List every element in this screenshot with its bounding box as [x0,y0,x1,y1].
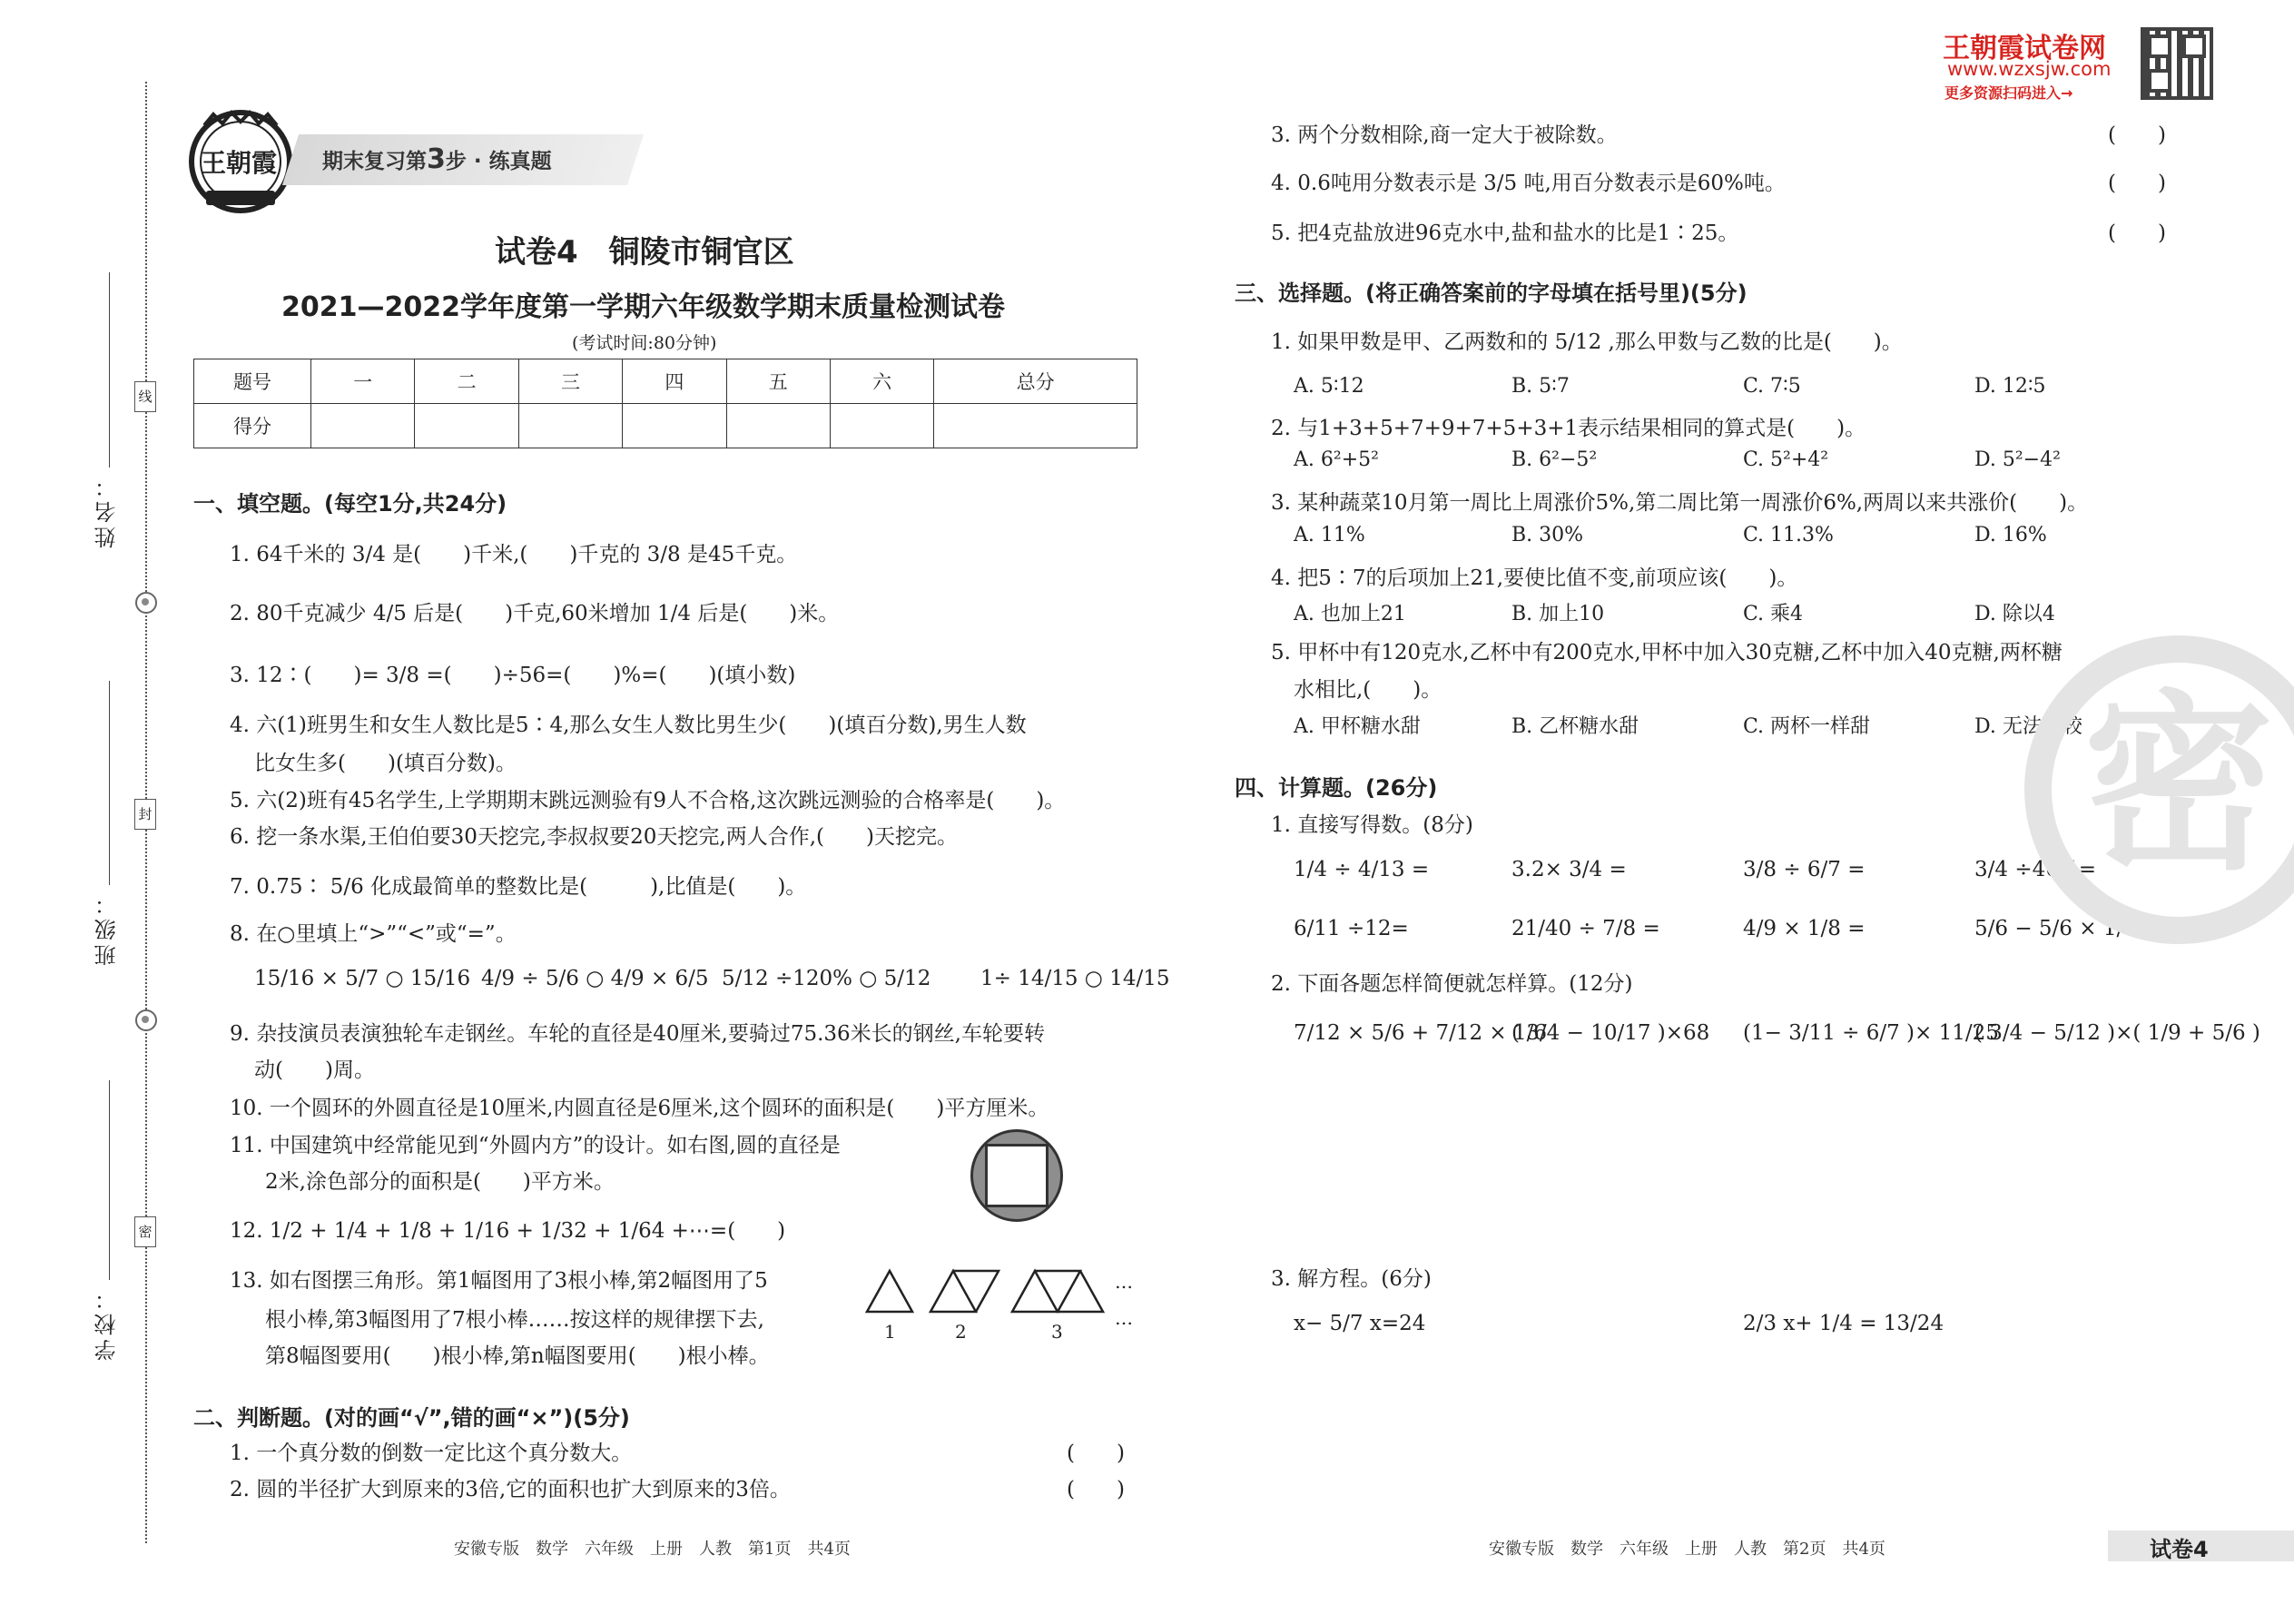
score-header: 六 [830,359,933,404]
s4-calc-item: 6/11 ÷12= [1294,917,1409,940]
s1-q8: 8. 在○里填上“>”“<”或“=”。 [230,922,517,946]
s2-item: 3. 两个分数相除,商一定大于被除数。 [1271,123,1618,147]
s3-q5-opt-a[interactable]: A. 甲杯糖水甜 [1294,715,1421,738]
s2-item: 1. 一个真分数的倒数一定比这个真分数大。 [230,1442,633,1465]
s3-q5b: 水相比,( )。 [1294,678,1442,702]
footer-tag: 试卷4 [2150,1537,2209,1562]
s2-item: 2. 圆的半径扩大到原来的3倍,它的面积也扩大到原来的3倍。 [230,1478,791,1501]
site-hint: 更多资源扫码进入→ [1944,84,2073,102]
s1-q1: 1. 64千米的 3/4 是( )千米,( )千克的 3/8 是45千克。 [230,543,798,566]
s1-q13b: 根小棒,第3幅图用了7根小棒……按这样的规律摆下去, [265,1308,764,1332]
score-cell[interactable] [830,404,933,448]
exam-subtitle: 2021—2022学年度第一学期六年级数学期末质量检测试卷 [281,291,1005,323]
mi-watermark: 密 [2024,635,2294,944]
score-cell[interactable] [415,404,518,448]
score-cell[interactable] [518,404,622,448]
s4-simplify-item: (1− 3/11 ÷ 6/7 )× 11/25 [1743,1021,1999,1045]
section1-heading: 一、填空题。(每空1分,共24分) [193,491,507,517]
s3-q2-opt-a[interactable]: A. 6²+5² [1294,448,1379,471]
s1-q8-item: 1÷ 14/15 ○ 14/15 [980,967,1170,990]
s4-part3: 3. 解方程。(6分) [1271,1267,1432,1291]
score-cell[interactable] [934,404,1137,448]
s4-calc-item: 3.2× 3/4 = [1511,858,1627,881]
s3-q1: 1. 如果甲数是甲、乙两数和的 5/12 ,那么甲数与乙数的比是( )。 [1271,330,1903,354]
outer-circle-inner-square-figure [970,1129,1063,1222]
brand-logo [186,107,295,216]
s3-q2-opt-c[interactable]: C. 5²+4² [1743,448,1829,471]
s1-q8-item: 4/9 ÷ 5/6 ○ 4/9 × 6/5 [481,967,709,990]
triangle-sticks-figure [862,1266,1153,1348]
s3-q4-opt-b[interactable]: B. 加上10 [1511,603,1605,625]
s1-q9a: 9. 杂技演员表演独轮车走钢丝。车轮的直径是40厘米,要骑过75.36米长的钢丝,车轮要转 [230,1022,1045,1046]
s1-q11a: 11. 中国建筑中经常能见到“外圆内方”的设计。如右图,圆的直径是 [230,1134,841,1157]
score-header: 一 [311,359,415,404]
class-write-line[interactable] [109,681,110,885]
s4-calc-item: 1/4 ÷ 4/13 = [1294,858,1430,881]
s2-answer-paren[interactable]: ( ) [1067,1442,1125,1465]
s3-q5-opt-b[interactable]: B. 乙杯糖水甜 [1511,715,1639,738]
header-banner-text: 期末复习第3步 · 练真题 [322,143,552,175]
s3-q5-opt-d[interactable]: D. 无法比较 [1974,715,2082,738]
exam-time: (考试时间:80分钟) [572,333,717,353]
s4-simplify-item: ( 3/4 − 5/12 )×( 1/9 + 5/6 ) [1974,1021,2260,1045]
s3-q4-opt-a[interactable]: A. 也加上21 [1294,603,1406,625]
s1-q13a: 13. 如右图摆三角形。第1幅图用了3根小棒,第2幅图用了5 [230,1269,768,1293]
s3-q4-opt-c[interactable]: C. 乘4 [1743,603,1804,625]
s4-calc-item: 21/40 ÷ 7/8 = [1511,917,1660,940]
score-table-row [194,404,1137,448]
s1-q6: 6. 挖一条水渠,王伯伯要30天挖完,李叔叔要20天挖完,两人合作,( )天挖完。 [230,825,958,849]
s1-q8-item: 15/16 × 5/7 ○ 15/16 [254,967,471,990]
score-table [193,359,1137,448]
footer-left: 安徽专版 数学 六年级 上册 人教 第1页 共4页 [454,1540,851,1559]
school-write-line[interactable] [109,1080,110,1280]
binding-box-mi: 密 [134,1216,156,1247]
class-label: 班级： [94,890,120,966]
s3-q3-opt-b[interactable]: B. 30% [1511,524,1584,546]
s3-q3: 3. 某种蔬菜10月第一周比上周涨价5%,第二周比第一周涨价6%,两周以来共涨价( )。 [1271,491,2089,515]
s1-q5: 5. 六(2)班有45名学生,上学期期末跳远测验有9人不合格,这次跳远测验的合格率是( )。 [230,789,1066,812]
score-header: 四 [623,359,726,404]
s3-q3-opt-d[interactable]: D. 16% [1974,524,2047,546]
binding-box-feng: 封 [134,799,156,830]
binding-hole [135,592,157,614]
s4-calc-item: 3/8 ÷ 6/7 = [1743,858,1866,881]
s1-q7: 7. 0.75∶ 5/6 化成最简单的整数比是( ),比值是( )。 [230,875,807,899]
s1-q10: 10. 一个圆环的外圆直径是10厘米,内圆直径是6厘米,这个圆环的面积是( )平方厘米。 [230,1097,1049,1120]
s1-q2: 2. 80千克减少 4/5 后是( )千克,60米增加 1/4 后是( )米。 [230,602,840,625]
s3-q1-opt-b[interactable]: B. 5∶7 [1511,375,1570,398]
s4-simplify-item: ( 3/4 − 10/17 )×68 [1511,1021,1710,1045]
s1-q13c: 第8幅图要用( )根小棒,第n幅图要用( )根小棒。 [265,1344,770,1368]
s2-answer-paren[interactable]: ( ) [2108,221,2166,245]
score-table-header-row [194,359,1137,404]
s1-q8-item: 5/12 ÷120% ○ 5/12 [722,967,931,990]
qr-code-icon[interactable] [2141,27,2213,100]
s1-q9b: 动( )周。 [254,1058,375,1082]
s3-q2-opt-b[interactable]: B. 6²−5² [1511,448,1598,471]
s3-q2-opt-d[interactable]: D. 5²−4² [1974,448,2061,471]
name-label: 姓名： [94,472,120,548]
s3-q1-opt-d[interactable]: D. 12∶5 [1974,375,2046,398]
s2-answer-paren[interactable]: ( ) [2108,172,2166,195]
school-label: 学校： [94,1284,120,1361]
fig-label-1: 1 [884,1321,896,1343]
inner-square [985,1144,1049,1207]
score-header: 三 [518,359,622,404]
fig-ellipsis: … [1115,1307,1133,1329]
score-row-label: 得分 [194,404,311,448]
binding-hole [135,1009,157,1031]
score-cell[interactable] [623,404,726,448]
site-name: 王朝霞试卷网 [1943,33,2106,64]
fig-ellipsis: … [1115,1271,1133,1293]
s3-q2: 2. 与1+3+5+7+9+7+5+3+1表示结果相同的算式是( )。 [1271,417,1866,440]
logo-text: 王朝霞 [201,148,278,178]
footer-right: 安徽专版 数学 六年级 上册 人教 第2页 共4页 [1489,1540,1885,1559]
score-header: 题号 [194,359,311,404]
name-write-line[interactable] [109,272,110,468]
score-cell[interactable] [311,404,415,448]
s2-item: 5. 把4克盐放进96克水中,盐和盐水的比是1∶25。 [1271,221,1739,245]
s4-equation-item: 2/3 x+ 1/4 = 13/24 [1743,1312,1944,1335]
fig-label-3: 3 [1051,1321,1063,1343]
s1-q12: 12. 1/2 + 1/4 + 1/8 + 1/16 + 1/32 + 1/64 +⋯=( ) [230,1219,786,1243]
section4-heading: 四、计算题。(26分) [1235,775,1438,801]
s4-calc-item: 5/6 − 5/6 × 1/7 = [1974,917,2161,940]
score-header: 总分 [934,359,1137,404]
s3-q5a: 5. 甲杯中有120克水,乙杯中有200克水,甲杯中加入30克糖,乙杯中加入40克糖,两杯糖 [1271,641,2063,664]
s1-q4a: 4. 六(1)班男生和女生人数比是5∶4,那么女生人数比男生少( )(填百分数),男生人数 [230,714,1027,737]
s2-item: 4. 0.6吨用分数表示是 3/5 吨,用百分数表示是60%吨。 [1271,172,1786,195]
section2-heading: 二、判断题。(对的画“√”,错的画“×”)(5分) [193,1405,630,1431]
s4-part1: 1. 直接写得数。(8分) [1271,813,1473,837]
site-url: www.wzxsjw.com [1947,58,2112,80]
s3-q3-opt-a[interactable]: A. 11% [1294,524,1365,546]
s4-part2: 2. 下面各题怎样简便就怎样算。(12分) [1271,972,1633,996]
s3-q4-opt-d[interactable]: D. 除以4 [1974,603,2055,625]
section3-heading: 三、选择题。(将正确答案前的字母填在括号里)(5分) [1235,281,1748,306]
s3-q3-opt-c[interactable]: C. 11.3% [1743,524,1834,546]
s3-q4: 4. 把5∶7的后项加上21,要使比值不变,前项应该( )。 [1271,566,1798,590]
s1-q11b: 2米,涂色部分的面积是( )平方米。 [265,1170,615,1194]
binding-box-xian: 线 [134,381,156,412]
s3-q1-opt-a[interactable]: A. 5∶12 [1294,375,1364,398]
score-cell[interactable] [726,404,830,448]
s3-q1-opt-c[interactable]: C. 7∶5 [1743,375,1801,398]
s4-equation-item: x− 5/7 x=24 [1294,1312,1426,1335]
s4-calc-item: 3/4 ÷40%= [1974,858,2096,881]
s4-simplify-item: 7/12 × 5/6 + 7/12 × 1/6 [1294,1021,1548,1045]
s3-q5-opt-c[interactable]: C. 两杯一样甜 [1743,715,1871,738]
score-header: 五 [726,359,830,404]
s1-q4b: 比女生多( )(填百分数)。 [254,752,517,775]
s1-q3: 3. 12∶( )= 3/8 =( )÷56=( )%=( )(填小数) [230,664,796,687]
s2-answer-paren[interactable]: ( ) [2108,123,2166,147]
exam-title: 试卷4 铜陵市铜官区 [495,234,794,271]
score-header: 二 [415,359,518,404]
s4-calc-item: 4/9 × 1/8 = [1743,917,1866,940]
fig-label-2: 2 [955,1321,967,1343]
s2-answer-paren[interactable]: ( ) [1067,1478,1125,1501]
